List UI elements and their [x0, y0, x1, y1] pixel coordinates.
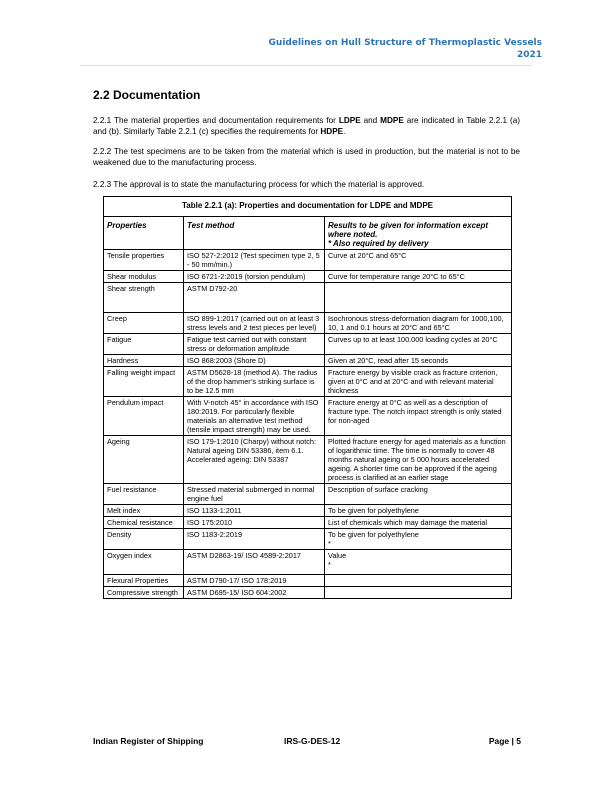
cell-property: Falling weight impact [104, 367, 184, 397]
cell-result: Fracture energy by visible crack as fracture criterion, given at 0°C and at 20°C and with relevant material thickness [325, 367, 512, 397]
paragraph-2-2-1 [93, 115, 520, 137]
cell-property: Creep [104, 313, 184, 334]
table-row [104, 397, 512, 436]
cell-test-method: ASTM D790-17/ ISO 178:2019 [184, 575, 325, 587]
cell-test-method: With V-notch 45° in accordance with ISO 180:2019. For particularly flexible materials an alternative test method (tensile impact strength) may be used. [184, 397, 325, 436]
footer-page-number: Page | 5 [488, 736, 521, 746]
header-results-line2: * Also required by delivery [328, 239, 429, 248]
table-row [104, 355, 512, 367]
table-row [104, 529, 512, 550]
table-row [104, 436, 512, 484]
paragraph-2-2-2: 2.2.2 The test specimens are to be taken from the material which is used in production, but the material is not to be weakened due to the manufacturing process. [93, 147, 520, 167]
cell-test-method: ISO 175:2010 [184, 517, 325, 529]
cell-property: Flexural Properties [104, 575, 184, 587]
cell-property: Melt index [104, 505, 184, 517]
table-body [104, 250, 512, 599]
cell-property: Fatigue [104, 334, 184, 355]
cell-property: Pendulum impact [104, 397, 184, 436]
cell-result [325, 283, 512, 313]
section-title: 2.2 Documentation [93, 88, 201, 102]
header-test-method: Test method [184, 217, 325, 250]
table-row [104, 517, 512, 529]
cell-result: Plotted fracture energy for aged materials as a function of logarithmic time. The time is normally to cover 48 months natural ageing or 5 000 hours accelerated ageing. A shorter time can be approved if the ageing process is clarified at an earlier stage [325, 436, 512, 484]
header-results-line1: Results to be given for information except where noted. [328, 221, 489, 239]
paragraph-2-2-3: 2.2.3 The approval is to state the manufacturing process for which the material is approved. [93, 180, 425, 189]
cell-result: Isochronous stress-deformation diagram for 1000,100, 10, 1 and 0.1 hours at 20°C and 65°C [325, 313, 512, 334]
header-year: 2021 [516, 50, 542, 60]
cell-property: Shear modulus [104, 271, 184, 283]
cell-property: Compressive strength [104, 587, 184, 599]
cell-result [325, 575, 512, 587]
table-row [104, 313, 512, 334]
p1-text-g: . [343, 127, 346, 136]
p1-mdpe: MDPE [380, 116, 404, 125]
header-title: Guidelines on Hull Structure of Thermoplastic Vessels [268, 38, 542, 48]
table-row [104, 587, 512, 599]
cell-test-method: ISO 868:2003 (Shore D) [184, 355, 325, 367]
p1-text-a: 2.2.1 The material properties and documentation requirements for [93, 116, 339, 125]
cell-test-method: ISO 6721-2:2019 (torsion pendulum) [184, 271, 325, 283]
table-row [104, 334, 512, 355]
cell-result: To be given for polyethylene [325, 505, 512, 517]
table-row [104, 575, 512, 587]
table-row [104, 484, 512, 505]
footer-organization: Indian Register of Shipping [93, 736, 204, 746]
p1-text-e: are indicated in Table 2.2.1 (a) and (b). Similarly Table 2.2.1 (c) specifies the requirements for [93, 116, 520, 136]
cell-result: Curves up to at least 100.000 loading cycles at 20°C [325, 334, 512, 355]
table-row [104, 550, 512, 575]
cell-test-method: ISO 899-1:2017 (carried out on at least 3 stress levels and 2 test pieces per level) [184, 313, 325, 334]
cell-property: Shear strength [104, 283, 184, 313]
cell-property: Chemical resistance [104, 517, 184, 529]
cell-test-method: ISO 1183-2:2019 [184, 529, 325, 550]
table-row [104, 505, 512, 517]
cell-result: Given at 20°C, read after 15 seconds [325, 355, 512, 367]
cell-property: Hardness [104, 355, 184, 367]
header-results [325, 217, 512, 250]
table-row [104, 283, 512, 313]
cell-result: List of chemicals which may damage the material [325, 517, 512, 529]
cell-result [325, 587, 512, 599]
properties-table [103, 196, 512, 599]
cell-property: Ageing [104, 436, 184, 484]
table-caption: Table 2.2.1 (a): Properties and documentation for LDPE and MDPE [104, 197, 512, 217]
header-divider [80, 65, 532, 66]
footer-document-code: IRS-G-DES-12 [284, 736, 341, 746]
table-row [104, 367, 512, 397]
cell-test-method: ASTM D2863-19/ ISO 4589-2:2017 [184, 550, 325, 575]
cell-test-method: Stressed material submerged in normal engine fuel [184, 484, 325, 505]
cell-property: Fuel resistance [104, 484, 184, 505]
cell-result: Curve for temperature range 20°C to 65°C [325, 271, 512, 283]
cell-test-method: ASTM D792-20 [184, 283, 325, 313]
cell-test-method: ASTM D695-15/ ISO 604:2002 [184, 587, 325, 599]
cell-test-method: ISO 179-1:2010 (Charpy) without notch: Natural ageing DIN 53386, item 6.1. Accelerated ageing: DIN 53387 [184, 436, 325, 484]
cell-result: Curve at 20°C and 65°C [325, 250, 512, 271]
cell-result: To be given for polyethylene * [325, 529, 512, 550]
cell-result: Value * [325, 550, 512, 575]
p1-text-c: and [360, 116, 381, 125]
p1-hdpe: HDPE [320, 127, 344, 136]
cell-property: Tensile properties [104, 250, 184, 271]
cell-property: Density [104, 529, 184, 550]
cell-property: Oxygen index [104, 550, 184, 575]
table-row [104, 271, 512, 283]
cell-test-method: Fatigue test carried out with constant stress or deformation amplitude [184, 334, 325, 355]
cell-test-method: ISO 1133-1:2011 [184, 505, 325, 517]
p1-ldpe: LDPE [338, 116, 361, 125]
cell-test-method: ISO 527-2:2012 (Test specimen type 2, 5 - 50 mm/min.) [184, 250, 325, 271]
cell-result: Description of surface cracking [325, 484, 512, 505]
cell-result: Fracture energy at 0°C as well as a description of fracture type. The notch impact strength is only stated for non-aged [325, 397, 512, 436]
header-properties: Properties [104, 217, 184, 250]
cell-test-method: ASTM D5628-18 (method A). The radius of the drop hammer’s striking surface is to be 12.5 mm [184, 367, 325, 397]
table-row [104, 250, 512, 271]
